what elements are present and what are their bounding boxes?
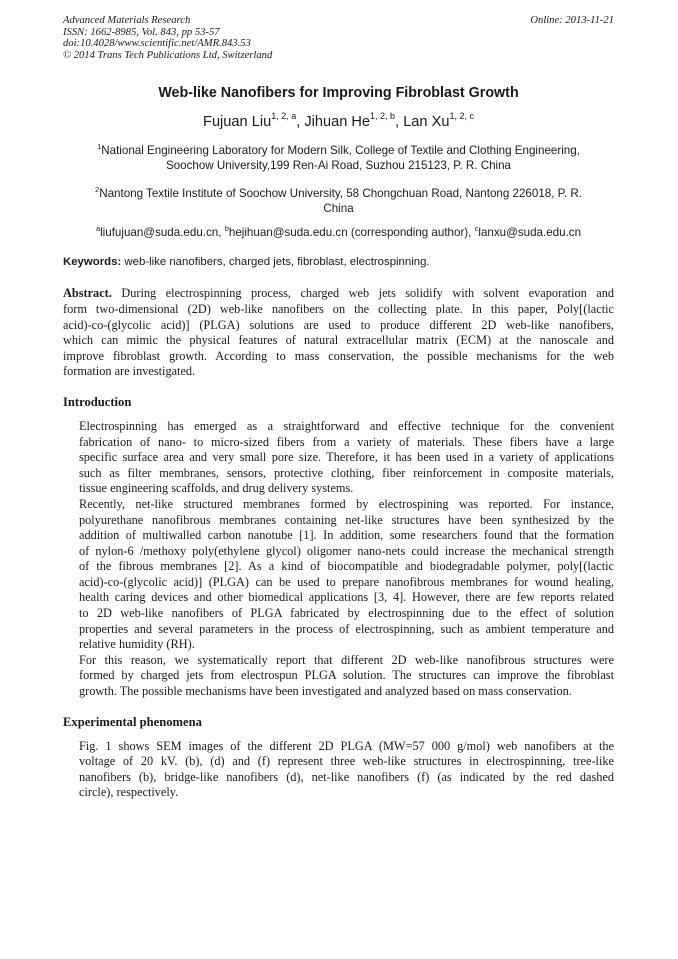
author-superscript: 1, 2, c (449, 111, 474, 122)
paragraph-line: Recently, net-like structured membranes formed by electrospining was reported. For instance, (79, 496, 614, 511)
introduction-heading: Introduction (63, 394, 132, 409)
abstract (63, 286, 614, 380)
paragraph-line: Electrospinning has emerged as a straightforward and effective technique for the convenient (79, 418, 614, 433)
paragraph-line: health caring devices and other biomedical applications [3, 4]. However, there are few reports related (79, 590, 614, 605)
issn-line: ISSN: 1662-8985, Vol. 843, pp 53-57 (63, 26, 220, 38)
affiliation-line: Soochow University,199 Ren-Ai Road, Suzhou 215123, P. R. China (165, 159, 511, 173)
affiliation-2 (63, 182, 614, 216)
paragraph-line: of the fibrous membranes [2]. As a kind of biocompatible and biodegradable polymer, poly[(lactic (79, 559, 614, 574)
email-b: hejihuan@suda.edu.cn (corresponding author), (228, 226, 472, 240)
intro-paragraph-1 (63, 419, 614, 497)
copyright-line: © 2014 Trans Tech Publications Ltd, Switzerland (63, 49, 273, 61)
paper-page (63, 15, 614, 801)
paragraph-line: addition of multiwalled carbon nanotube [1]. In addition, some researchers found that the formation (79, 528, 614, 543)
author-superscript: 1, 2, b (370, 111, 396, 122)
paragraph-line: fabrication of nano- to micro-sized fibers from a variety of materials. These fibers have a large (79, 434, 614, 449)
author-name: Jihuan He (304, 114, 371, 131)
author-list: Fujuan Liu$^{1, 2, a}$, Jihuan He$^{1, 2, b}$, Lan Xu$^{1, 2, c}$ (203, 111, 474, 131)
abstract-line: During electrospinning process, charged web jets solidify with solvent evaporation and (121, 286, 615, 301)
paragraph-line: specific surface area and very small pore size. Therefore, it has been used in a variety of applications (79, 450, 614, 465)
author-name: Fujuan Liu (203, 114, 272, 131)
email-c: lanxu@suda.edu.cn (478, 226, 582, 240)
keywords-label: Keywords: (63, 256, 122, 269)
paragraph-line: relative humidity (RH). (79, 637, 195, 652)
doi-line: doi:10.4028/www.scientific.net/AMR.843.53 (63, 38, 251, 50)
intro-paragraph-2 (63, 497, 614, 653)
abstract-line: which can mimic the physical features of natural extracellular matrix (ECM) at the nanoscale and (63, 333, 614, 348)
affiliation-line: China (323, 202, 354, 216)
paragraph-line: For this reason, we systematically report that different 2D web-like nanofibrous structures were (79, 652, 614, 667)
paragraph-line: formed by charged jets from electrospun PLGA solution. The structures can improve the fibroblast (79, 668, 614, 683)
paragraph-line: polyurethane nanofibrous membranes containing net-like structures have been synthesized by the (79, 512, 614, 527)
affiliation-number: 1 (97, 142, 102, 152)
abstract-line: formation are investigated. (63, 364, 196, 379)
email-a: liufujuan@suda.edu.cn, (100, 226, 222, 240)
keywords-text: web-like nanofibers, charged jets, fibroblast, electrospinning. (124, 256, 430, 269)
email-superscript: c (474, 224, 479, 234)
affiliation-1 (63, 139, 614, 173)
paragraph-line: Fig. 1 shows SEM images of the different 2D PLGA (MW=57 000 g/mol) web nanofibers at the (79, 738, 614, 753)
experimental-paragraph-1 (63, 739, 614, 801)
abstract-line: acid)-co-(glycolic acid)] (PLGA) solutions are used to produce different 2D web-like nanofibers, (63, 317, 614, 332)
keywords (63, 256, 614, 268)
paragraph-line: nanofibers (b), bridge-like nanofibers (d), net-like nanofibers (f) (as indicated by the red dashed (79, 769, 614, 784)
email-list (63, 224, 614, 239)
author-superscript: 1, 2, a (271, 111, 297, 122)
paragraph-line: tissue engineering scaffolds, and drug delivery systems. (79, 481, 354, 496)
abstract-line: form two-dimensional (2D) web-like nanofibers on the collecting plate. In this paper, Poly[(lactic (63, 301, 614, 316)
paragraph-line: to 2D web-like nanofibers of PLGA fabricated by electrospinning due to the effect of solution (79, 606, 614, 621)
online-date: Online: 2013-11-21 (530, 15, 614, 26)
affiliation-line: National Engineering Laboratory for Modern Silk, College of Textile and Clothing Engineering, (101, 144, 580, 158)
intro-paragraph-3 (63, 653, 614, 700)
affiliation-number: 2 (95, 185, 100, 195)
abstract-label: Abstract. (63, 286, 112, 301)
abstract-line: improve fibroblast growth. According to mass conservation, the possible mechanisms for the web (63, 348, 614, 363)
paragraph-line: properties and several parameters in the process of electrospinning, such as ambient temperature and (79, 621, 614, 636)
paragraph-line: such as filter membranes, sensors, protective clothing, fiber reinforcement in composite materials, (79, 465, 614, 480)
journal-header (63, 15, 614, 61)
email-superscript: b (224, 224, 229, 234)
paper-title: Web-like Nanofibers for Improving Fibroblast Growth (158, 85, 519, 102)
paragraph-line: growth. The possible mechanisms have been investigated and analyzed based on mass conservation. (79, 684, 572, 699)
paragraph-line: circle), respectively. (79, 785, 179, 800)
author-name: Lan Xu (403, 114, 450, 131)
email-superscript: a (95, 224, 101, 234)
journal-name: Advanced Materials Research (63, 15, 191, 26)
affiliation-line: Nantong Textile Institute of Soochow University, 58 Chongchuan Road, Nantong 226018, P. R. (99, 187, 582, 201)
experimental-heading: Experimental phenomena (63, 714, 202, 729)
paragraph-line: of nylon-6 /methoxy poly(ethylene glycol) oligomer nano-nets could increase the mechanical strength (79, 543, 614, 558)
paragraph-line: acid)-co-(glycolic acid)] (PLGA) can be used to prepare nanofibrous membranes for wound healing, (79, 574, 614, 589)
paragraph-line: voltage of 20 kV. (b), (d) and (f) represent three web-like structures in electrospinning, tree-like (79, 754, 614, 769)
